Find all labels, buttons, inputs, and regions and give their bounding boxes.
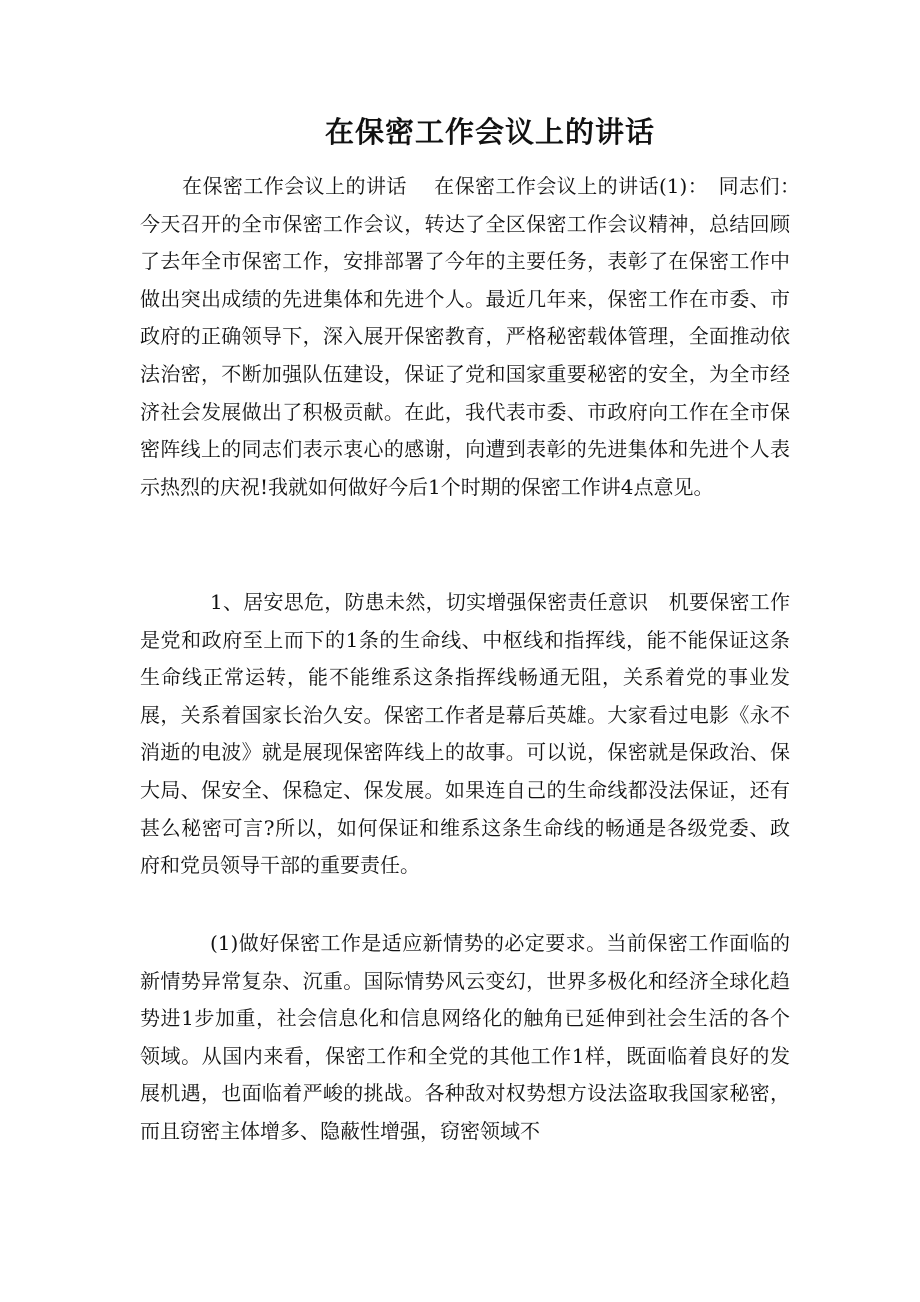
document-title: 在保密工作会议上的讲话 bbox=[324, 115, 655, 149]
paragraph-2: 1、居安思危，防患未然，切实增强保密责任意识 机要保密工作是党和政府至上而下的1条的生命线、中枢线和指挥线，能不能保证这条生命线正常运转，能不能维系这条指挥线畅通无阻，关系着党的事业发展，关系着国家长治久安。保密工作者是幕后英雄。大家看过电影《永不消逝的电波》就是展现保密阵线上的故事。可以说，保密就是保政治、保大局、保安全、保稳定、保发展。如果连自己的生命线都没法保证，还有甚么秘密可言?所以，如何保证和维系这条生命线的畅通是各级党委、政府和党员领导干部的重要责任。 bbox=[140, 590, 790, 878]
paragraph-3: (1)做好保密工作是适应新情势的必定要求。当前保密工作面临的新情势异常复杂、沉重。国际情势风云变幻，世界多极化和经济全球化趋势进1步加重，社会信息化和信息网络化的触角已延伸到社会生活的各个领域。从国内来看，保密工作和全党的其他工作1样，既面临着良好的发展机遇，也面临着严峻的挑战。各种敌对权势想方设法盗取我国家秘密，而且窃密主体增多、隐蔽性增强，窃密领域不 bbox=[140, 931, 790, 1143]
paragraph-1: 在保密工作会议上的讲话 在保密工作会议上的讲话(1)： 同志们： 今天召开的全市保密工作会议，转达了全区保密工作会议精神，总结回顾了去年全市保密工作，安排部署了今年的主要任务，表彰了在保密工作中做出突出成绩的先进集体和先进个人。最近几年来，保密工作在市委、市政府的正确领导下，深入展开保密教育，严格秘密载体管理，全面推动依法治密，不断加强队伍建设，保证了党和国家重要秘密的安全，为全市经济社会发展做出了积极贡献。在此，我代表市委、市政府向工作在全市保密阵线上的同志们表示衷心的感谢，向遭到表彰的先进集体和先进个人表示热烈的庆祝!我就如何做好今后1个时期的保密工作讲4点意见。 bbox=[140, 174, 810, 499]
